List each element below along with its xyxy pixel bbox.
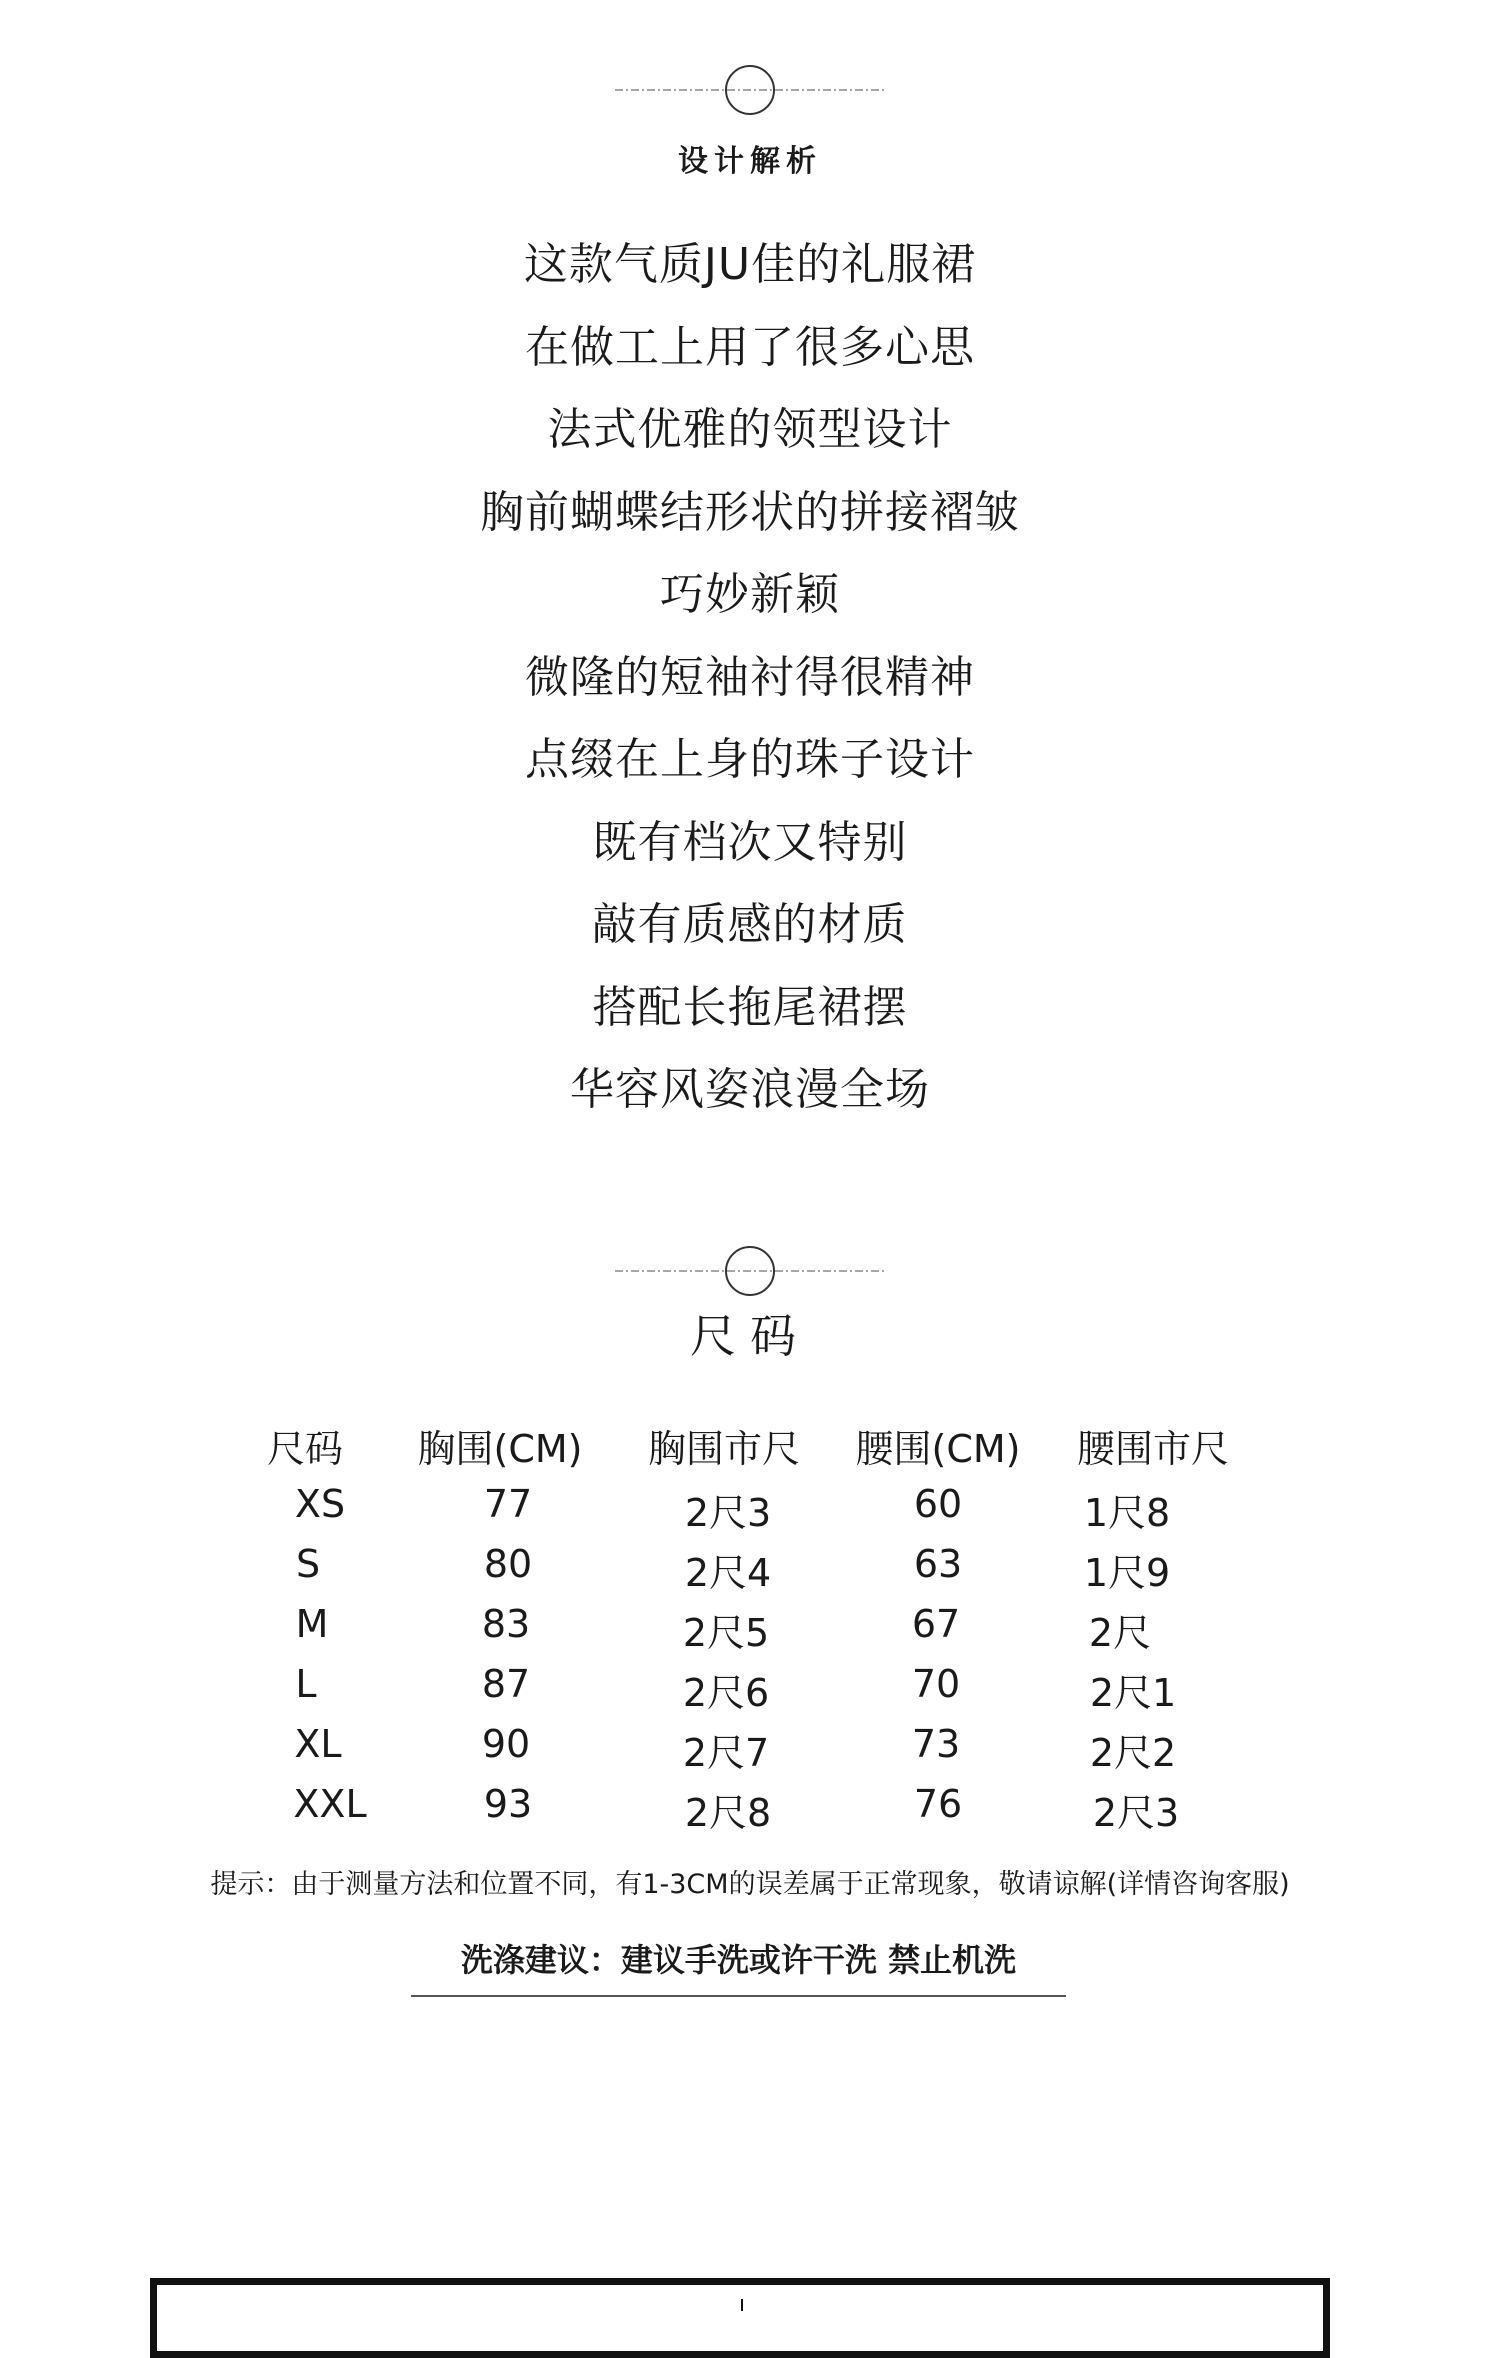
- table-cell-bust-cm: 93: [483, 1782, 533, 1826]
- size-chart-table: [0, 1408, 1500, 1848]
- section-divider-ornament: [615, 60, 885, 116]
- table-cell-bust-cm: 77: [483, 1482, 533, 1526]
- description-line: 巧妙新颖: [660, 569, 840, 620]
- measurement-note: 提示：由于测量方法和位置不同，有1-3CM的误差属于正常现象，敬请谅解(详情咨询客服): [210, 1869, 1290, 1900]
- column-header-size: 尺码: [266, 1427, 344, 1471]
- table-cell-size: M: [295, 1602, 329, 1646]
- column-header-waist-chinese: 腰围市尺: [1076, 1427, 1230, 1471]
- table-cell-bust-chinese: 2尺4: [684, 1551, 772, 1595]
- table-cell-size: XS: [294, 1482, 346, 1526]
- size-section-title: 尺码: [690, 1309, 810, 1363]
- table-cell-waist-chinese: 2尺3: [1092, 1791, 1180, 1835]
- section-divider-ornament: [615, 1241, 885, 1297]
- table-cell-waist-cm: 73: [911, 1722, 961, 1766]
- table-cell-bust-cm: 80: [483, 1542, 533, 1586]
- table-cell-bust-chinese: 2尺8: [684, 1791, 772, 1835]
- table-cell-bust-chinese: 2尺7: [682, 1731, 770, 1775]
- table-cell-bust-chinese: 2尺5: [682, 1611, 770, 1655]
- design-analysis-title: 设计解析: [678, 144, 822, 179]
- description-line: 华容风姿浪漫全场: [570, 1064, 930, 1115]
- table-cell-size: L: [295, 1662, 317, 1706]
- description-line: 微隆的短袖衬得很精神: [525, 651, 975, 703]
- bottom-frame-border: [150, 2278, 1330, 2358]
- column-header-bust-chinese: 胸围市尺: [647, 1427, 801, 1471]
- table-cell-bust-chinese: 2尺3: [684, 1491, 772, 1535]
- table-cell-waist-cm: 60: [913, 1482, 963, 1526]
- table-cell-bust-cm: 90: [481, 1722, 531, 1766]
- description-line: 这款气质JU佳的礼服裙: [523, 239, 977, 290]
- description-line: 胸前蝴蝶结形状的拼接褶皱: [480, 486, 1020, 538]
- washing-advice: 洗涤建议：建议手洗或许干洗 禁止机洗: [411, 1935, 1066, 1997]
- description-line: 既有档次又特别: [592, 816, 908, 868]
- table-cell-size: XXL: [293, 1782, 367, 1826]
- frame-tick-mark: [741, 2299, 743, 2311]
- table-cell-bust-cm: 83: [481, 1602, 531, 1646]
- table-cell-size: S: [295, 1542, 321, 1586]
- description-line: 搭配长拖尾裙摆: [592, 981, 908, 1033]
- description-line: 点缀在上身的珠子设计: [525, 734, 975, 785]
- description-line: 敲有质感的材质: [592, 899, 908, 950]
- table-cell-waist-chinese: 1尺8: [1083, 1491, 1171, 1535]
- table-cell-waist-cm: 70: [911, 1662, 961, 1706]
- column-header-bust-cm: 胸围(CM): [417, 1427, 583, 1471]
- table-cell-waist-chinese: 2尺2: [1089, 1731, 1177, 1775]
- table-cell-waist-cm: 76: [913, 1782, 963, 1826]
- table-cell-bust-chinese: 2尺6: [682, 1671, 770, 1715]
- table-cell-waist-chinese: 2尺1: [1089, 1671, 1177, 1715]
- description-line: 在做工上用了很多心思: [525, 321, 975, 373]
- table-cell-bust-cm: 87: [481, 1662, 531, 1706]
- description-line: 法式优雅的领型设计: [547, 404, 953, 455]
- table-cell-waist-cm: 67: [911, 1602, 961, 1646]
- table-cell-waist-chinese: 2尺: [1088, 1611, 1152, 1655]
- column-header-waist-cm: 腰围(CM): [855, 1427, 1021, 1471]
- table-cell-size: XL: [294, 1722, 342, 1766]
- table-cell-waist-chinese: 1尺9: [1083, 1551, 1171, 1595]
- design-description-list: [0, 224, 1500, 1132]
- table-cell-waist-cm: 63: [913, 1542, 963, 1586]
